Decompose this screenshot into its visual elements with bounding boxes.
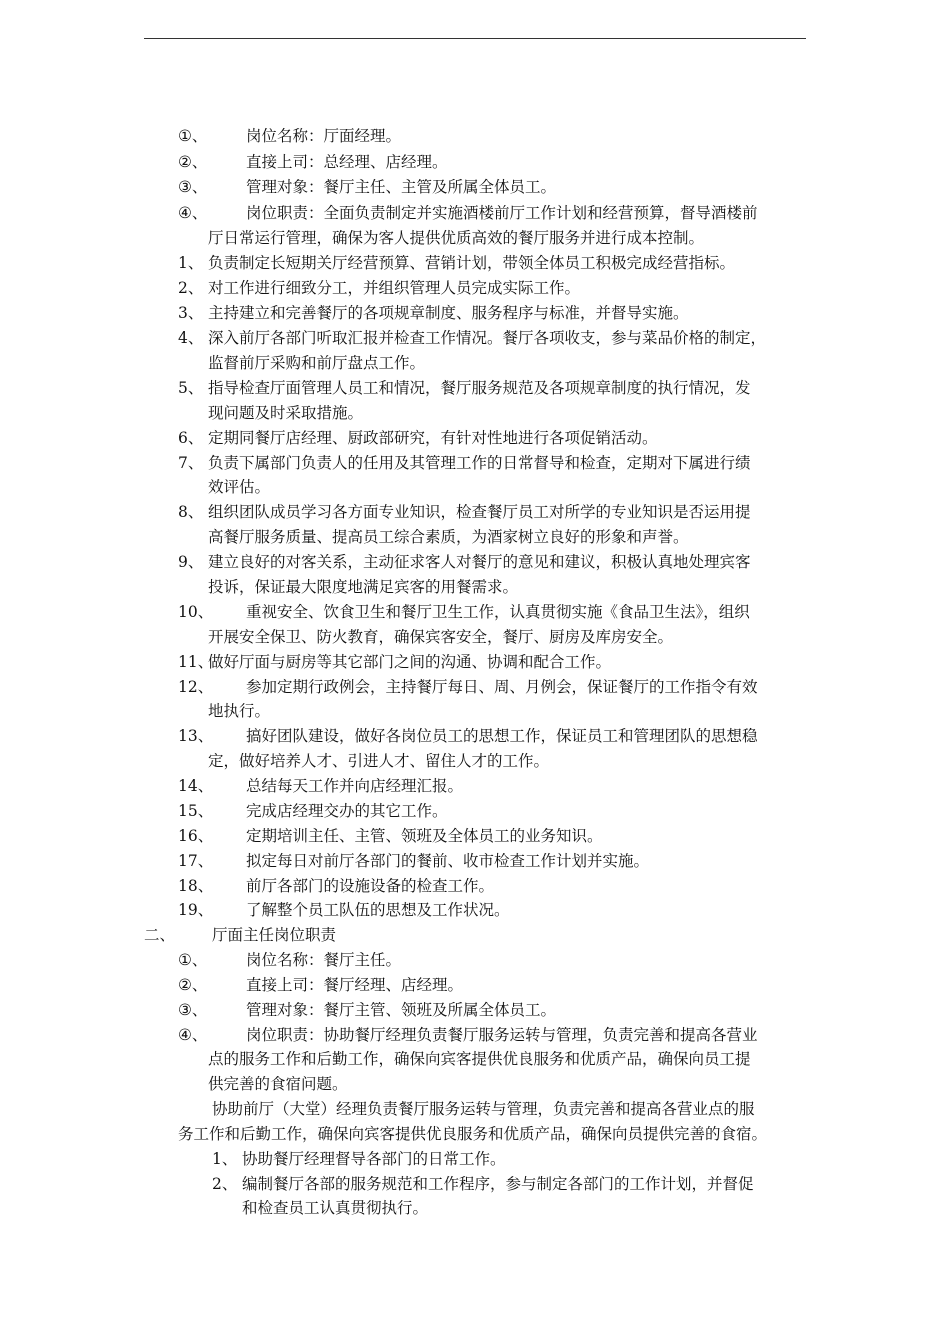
item-text: 主持建立和完善餐厅的各项规章制度、服务程序与标准，并督导实施。 [208,304,689,322]
field-marker: ④、 [178,204,208,222]
item-number: 17、 [178,852,214,870]
item-text: 前厅各部门的设施设备的检查工作。 [246,877,495,895]
field-marker: ①、 [178,127,208,145]
field-marker: ③、 [178,1001,208,1019]
item-text: 定期培训主任、主管、领班及全体员工的业务知识。 [246,827,603,845]
item-text: 定期同餐厅店经理、厨政部研究，有针对性地进行各项促销活动。 [208,429,658,447]
paragraph-line: 协助前厅（大堂）经理负责餐厅服务运转与管理，负责完善和提高各营业点的服 [212,1100,755,1118]
item-number: 3、 [178,304,204,322]
field-text: 管理对象：餐厅主任、主管及所属全体员工。 [246,178,557,196]
field-4-continued: 供完善的食宿问题。 [208,1075,348,1093]
item-number: 12、 [178,678,214,696]
item-number: 5、 [178,379,204,397]
field-text: 岗位职责：协助餐厅经理负责餐厅服务运转与管理，负责完善和提高各营业 [246,1026,758,1044]
item-number: 15、 [178,802,214,820]
item-number: 6、 [178,429,204,447]
item-continued: 投诉，保证最大限度地满足宾客的用餐需求。 [208,578,519,596]
item-text: 完成店经理交办的其它工作。 [246,802,448,820]
field-marker: ③、 [178,178,208,196]
header-rule [144,38,806,39]
item-text: 组织团队成员学习各方面专业知识，检查餐厅员工对所学的专业知识是否运用提 [208,503,751,521]
item-text: 了解整个员工队伍的思想及工作状况。 [246,901,510,919]
item-number: 14、 [178,777,214,795]
item-continued: 和检查员工认真贯彻执行。 [242,1199,429,1217]
item-text: 对工作进行细致分工，并组织管理人员完成实际工作。 [208,279,581,297]
item-continued: 开展安全保卫、防火教育，确保宾客安全，餐厅、厨房及库房安全。 [208,628,674,646]
item-number: 13、 [178,727,214,745]
item-number: 2、 [178,279,204,297]
field-marker: ①、 [178,951,208,969]
item-number: 4、 [178,329,204,347]
item-text: 深入前厅各部门听取汇报并检查工作情况。餐厅各项收支，参与菜品价格的制定， [208,329,767,347]
field-marker: ②、 [178,976,208,994]
field-text: 直接上司：总经理、店经理。 [246,153,448,171]
item-text: 参加定期行政例会，主持餐厅每日、周、月例会，保证餐厅的工作指令有效 [246,678,758,696]
section-marker: 二、 [144,926,176,944]
item-text: 做好厅面与厨房等其它部门之间的沟通、协调和配合工作。 [208,653,612,671]
field-text: 直接上司：餐厅经理、店经理。 [246,976,464,994]
item-text: 总结每天工作并向店经理汇报。 [246,777,464,795]
item-number: 7、 [178,454,204,472]
item-number: 19、 [178,901,214,919]
item-continued: 定，做好培养人才、引进人才、留住人才的工作。 [208,752,550,770]
field-text: 岗位名称：餐厅主任。 [246,951,402,969]
item-text: 协助餐厅经理督导各部门的日常工作。 [242,1150,506,1168]
item-number: 8、 [178,503,204,521]
item-text: 重视安全、饮食卫生和餐厅卫生工作，认真贯彻实施《食品卫生法》，组织 [246,603,750,621]
item-text: 搞好团队建设，做好各岗位员工的思想工作，保证员工和管理团队的思想稳 [246,727,758,745]
field-marker: ②、 [178,153,208,171]
item-continued: 效评估。 [208,478,271,496]
item-number: 16、 [178,827,214,845]
item-number: 9、 [178,553,204,571]
item-text: 负责制定长短期关厅经营预算、营销计划，带领全体员工积极完成经营指标。 [208,254,736,272]
item-number: 11、 [178,653,214,671]
item-text: 编制餐厅各部的服务规范和工作程序，参与制定各部门的工作计划，并督促 [242,1175,754,1193]
item-text: 负责下属部门负责人的任用及其管理工作的日常督导和检查，定期对下属进行绩 [208,454,751,472]
item-text: 拟定每日对前厅各部门的餐前、收市检查工作计划并实施。 [246,852,650,870]
item-continued: 高餐厅服务质量、提高员工综合素质，为酒家树立良好的形象和声誉。 [208,528,689,546]
field-text: 岗位名称：厅面经理。 [246,127,402,145]
item-text: 指导检查厅面管理人员工和情况，餐厅服务规范及各项规章制度的执行情况，发 [208,379,751,397]
field-marker: ④、 [178,1026,208,1044]
item-text: 建立良好的对客关系，主动征求客人对餐厅的意见和建议，积极认真地处理宾客 [208,553,751,571]
item-continued: 监督前厅采购和前厅盘点工作。 [208,354,426,372]
item-number: 1、 [178,254,204,272]
section-title: 厅面主任岗位职责 [212,926,337,944]
item-number: 1、 [212,1150,238,1168]
paragraph-line: 务工作和后勤工作，确保向宾客提供优良服务和优质产品，确保向员提供完善的食宿。 [178,1125,768,1143]
field-text: 岗位职责：全面负责制定并实施酒楼前厅工作计划和经营预算，督导酒楼前 [246,204,758,222]
field-4-continued: 厅日常运行管理，确保为客人提供优质高效的餐厅服务并进行成本控制。 [208,229,705,247]
field-text: 管理对象：餐厅主管、领班及所属全体员工。 [246,1001,557,1019]
item-continued: 地执行。 [208,702,271,720]
item-continued: 现问题及时采取措施。 [208,404,364,422]
item-number: 10、 [178,603,214,621]
field-4-continued: 点的服务工作和后勤工作，确保向宾客提供优良服务和优质产品，确保向员工提 [208,1050,751,1068]
item-number: 2、 [212,1175,238,1193]
item-number: 18、 [178,877,214,895]
